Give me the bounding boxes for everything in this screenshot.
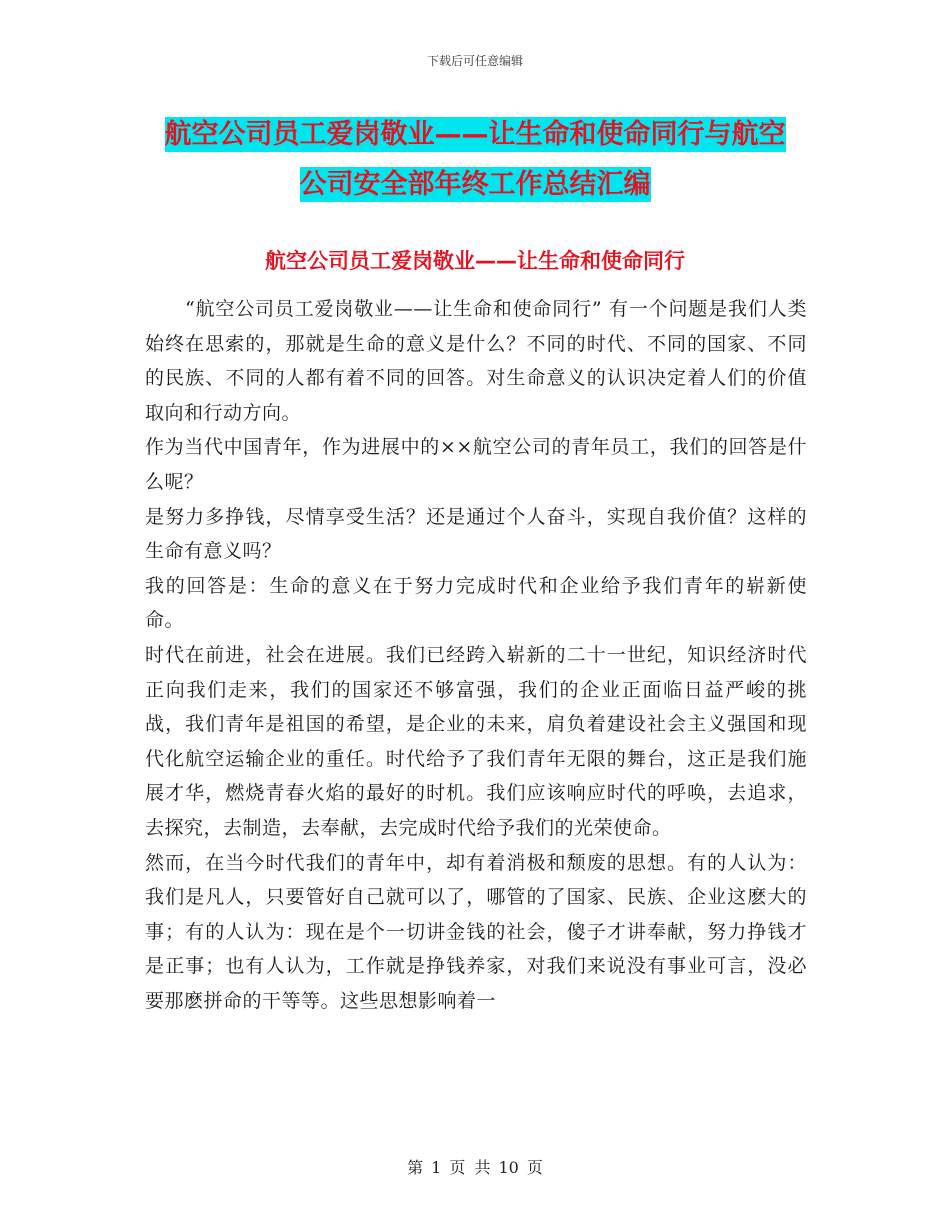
- paragraph: 我的回答是：生命的意义在于努力完成时代和企业给予我们青年的崭新使命。: [145, 574, 807, 632]
- footer-middle: 页 共: [449, 1158, 491, 1177]
- paragraph: 然而，在当今时代我们的青年中，却有着消极和颓废的思想。有的人认为：我们是凡人，只要管好自己就可以了，哪管的了国家、民族、企业这麽大的事；有的人认为：现在是个一切讲金钱的社会，傻子才讲奉献，努力挣钱才是正事；也有人认为，工作就是挣钱养家，对我们来说没有事业可言，没必要那麽拼命的干等等。这些思想影响着一: [145, 851, 807, 1012]
- section-title: 航空公司员工爱岗敬业——让生命和使命同行: [265, 249, 685, 273]
- document-title: [145, 110, 805, 210]
- title-line-2: 公司安全部年终工作总结汇编: [299, 169, 651, 200]
- paragraph: 是努力多挣钱，尽情享受生活？还是通过个人奋斗，实现自我价值？这样的生命有意义吗？: [145, 505, 807, 563]
- header-text: 下载后可任意编辑: [426, 54, 523, 68]
- document-body: [145, 292, 807, 1018]
- footer-prefix: 第: [407, 1158, 424, 1177]
- page-number: 1: [431, 1158, 442, 1177]
- total-pages: 10: [498, 1158, 519, 1177]
- title-line-1: 航空公司员工爱岗敬业——让生命和使命同行与航空: [164, 119, 786, 150]
- paragraph: 作为当代中国青年，作为进展中的××航空公司的青年员工，我们的回答是什么呢？: [145, 436, 807, 493]
- page-footer: [0, 1155, 950, 1178]
- paragraph: 时代在前进，社会在进展。我们已经跨入崭新的二十一世纪，知识经济时代正向我们走来，我们的国家还不够富强，我们的企业正面临日益严峻的挑战，我们青年是祖国的希望，是企业的未来，肩负着建设社会主义强国和现代化航空运输企业的重任。时代给予了我们青年无限的舞台，这正是我们施展才华，燃烧青春火焰的最好的时机。我们应该响应时代的呼唤，去追求，去探究，去制造，去奉献，去完成时代给予我们的光荣使命。: [145, 643, 807, 839]
- paragraph: “航空公司员工爱岗敬业——让生命和使命同行” 有一个问题是我们人类始终在思索的，那就是生命的意义是什么？不同的时代、不同的国家、不同的民族、不同的人都有着不同的回答。对生命意义的认识决定着人们的价值取向和行动方向。: [145, 298, 807, 424]
- footer-suffix: 页: [526, 1158, 543, 1177]
- page-header: [0, 52, 950, 69]
